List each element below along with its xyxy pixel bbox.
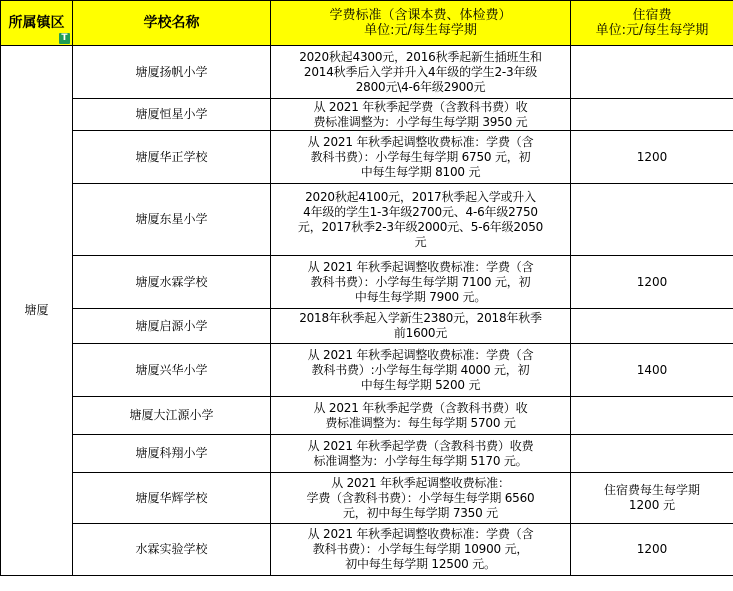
lodging-cell[interactable]: [571, 309, 733, 344]
tuition-line: 中每生每学期 7900 元。: [354, 289, 487, 304]
school-name-cell[interactable]: 水霖实验学校: [73, 524, 271, 576]
filter-icon[interactable]: T: [59, 33, 70, 44]
table-row: [1, 256, 733, 309]
lodging-cell[interactable]: [571, 184, 733, 256]
tuition-cell[interactable]: [271, 46, 571, 99]
header-tuition[interactable]: [271, 1, 571, 46]
lodging-cell[interactable]: [571, 435, 733, 473]
tuition-cell[interactable]: [271, 344, 571, 397]
header-lodging[interactable]: [571, 1, 733, 46]
tuition-line: 元，2017秋季2-3年级2000元、5-6年级2050: [297, 219, 544, 234]
tuition-line: 中每生每学期 5200 元: [360, 377, 481, 392]
tuition-cell[interactable]: [271, 131, 571, 184]
school-name-cell[interactable]: 塘厦恒星小学: [73, 99, 271, 131]
school-name-cell[interactable]: 塘厦东星小学: [73, 184, 271, 256]
school-name-cell[interactable]: 塘厦兴华小学: [73, 344, 271, 397]
tuition-line: 元: [414, 234, 427, 249]
table-row: [1, 397, 733, 435]
tuition-line: 从 2021 年秋季起学费（含教科书费）收费: [307, 438, 534, 453]
tuition-line: 费标准调整为：每生每学期 5700 元: [325, 415, 516, 430]
school-name-cell[interactable]: 塘厦科翔小学: [73, 435, 271, 473]
tuition-line: 教科书费）：小学每生每学期 6750 元，初: [310, 149, 531, 164]
tuition-line: 从 2021 年秋季起调整收费标准：学费（含: [307, 347, 534, 362]
school-name-cell[interactable]: 塘厦水霖学校: [73, 256, 271, 309]
school-name-cell[interactable]: 塘厦华辉学校: [73, 473, 271, 524]
tuition-line: 2020秋起4100元，2017秋季起入学或升入: [305, 189, 536, 204]
lodging-cell[interactable]: [571, 46, 733, 99]
school-name-cell[interactable]: 塘厦扬帆小学: [73, 46, 271, 99]
tuition-line: 中每生每学期 8100 元: [360, 164, 481, 179]
district-cell[interactable]: 塘厦: [1, 46, 73, 576]
tuition-line: 费标准调整为：小学每生每学期 3950 元: [313, 114, 528, 129]
header-row: [1, 1, 733, 46]
table-row: [1, 184, 733, 256]
tuition-line: 学费（含教科书费）：小学每生每学期 6560: [306, 490, 535, 505]
tuition-cell[interactable]: [271, 309, 571, 344]
header-lodging-unit: 单位:元/每生每学期: [595, 23, 709, 38]
tuition-line: 教科书费）:小学每生每学期 4000 元，初: [311, 362, 530, 377]
tuition-cell[interactable]: [271, 99, 571, 131]
header-tuition-title: 学费标准（含课本费、体检费）: [329, 8, 512, 23]
lodging-cell[interactable]: 1200: [571, 524, 733, 576]
tuition-line: 初中每生每学期 12500 元。: [345, 557, 496, 571]
tuition-cell[interactable]: [271, 397, 571, 435]
table-row: [1, 46, 733, 99]
school-name-cell[interactable]: 塘厦启源小学: [73, 309, 271, 344]
tuition-line: 2800元\4-6年级2900元: [355, 79, 486, 94]
tuition-line: 标准调整为：小学每生每学期 5170 元。: [313, 453, 528, 468]
tuition-line: 从 2021 年秋季起调整收费标准：: [331, 475, 510, 490]
tuition-line: 教科书费）：小学每生每学期 7100 元，初: [310, 274, 531, 289]
school-name-cell[interactable]: 塘厦华正学校: [73, 131, 271, 184]
lodging-cell[interactable]: 1200: [571, 256, 733, 309]
table-row: [1, 435, 733, 473]
tuition-line: 从 2021 年秋季起调整收费标准：学费（含: [307, 527, 534, 541]
tuition-line: 从 2021 年秋季起学费（含教科书费）收: [313, 99, 528, 114]
table-row: [1, 99, 733, 131]
tuition-line: 2014秋季后入学并升入4年级的学生2-3年级: [303, 64, 538, 79]
table-body: [1, 46, 733, 576]
school-name-cell[interactable]: 塘厦大江源小学: [73, 397, 271, 435]
tuition-cell[interactable]: [271, 184, 571, 256]
lodging-cell[interactable]: 1200: [571, 131, 733, 184]
header-district[interactable]: [1, 1, 73, 46]
lodging-cell[interactable]: 住宿费每生每学期 1200 元: [571, 473, 733, 524]
table-row: [1, 473, 733, 524]
header-school[interactable]: 学校名称: [73, 1, 271, 46]
tuition-line: 教科书费）：小学每生每学期 10900 元，: [312, 542, 529, 556]
tuition-line: 从 2021 年秋季起学费（含教科书费）收: [313, 400, 528, 415]
tuition-cell[interactable]: [271, 473, 571, 524]
tuition-cell[interactable]: [271, 435, 571, 473]
table-row: [1, 524, 733, 576]
header-district-label: 所属镇区: [8, 14, 65, 31]
tuition-line: 从 2021 年秋季起调整收费标准：学费（含: [307, 134, 534, 149]
lodging-cell[interactable]: [571, 99, 733, 131]
lodging-cell[interactable]: 1400: [571, 344, 733, 397]
header-tuition-unit: 单位:元/每生每学期: [364, 23, 477, 38]
tuition-cell[interactable]: [271, 524, 571, 576]
tuition-line: 2018年秋季起入学新生2380元，2018年秋季: [299, 311, 542, 325]
table-row: [1, 309, 733, 344]
tuition-cell[interactable]: [271, 256, 571, 309]
tuition-line: 从 2021 年秋季起调整收费标准：学费（含: [307, 259, 534, 274]
table-row: [1, 131, 733, 184]
tuition-line: 2020秋起4300元，2016秋季起新生插班生和: [299, 49, 542, 64]
table-row: [1, 344, 733, 397]
header-lodging-title: 住宿费: [632, 8, 672, 23]
tuition-line: 元，初中每生每学期 7350 元: [343, 505, 498, 520]
tuition-line: 前1600元: [393, 326, 448, 340]
lodging-cell[interactable]: [571, 397, 733, 435]
tuition-line: 4年级的学生1-3年级2700元、4-6年级2750: [303, 204, 538, 219]
